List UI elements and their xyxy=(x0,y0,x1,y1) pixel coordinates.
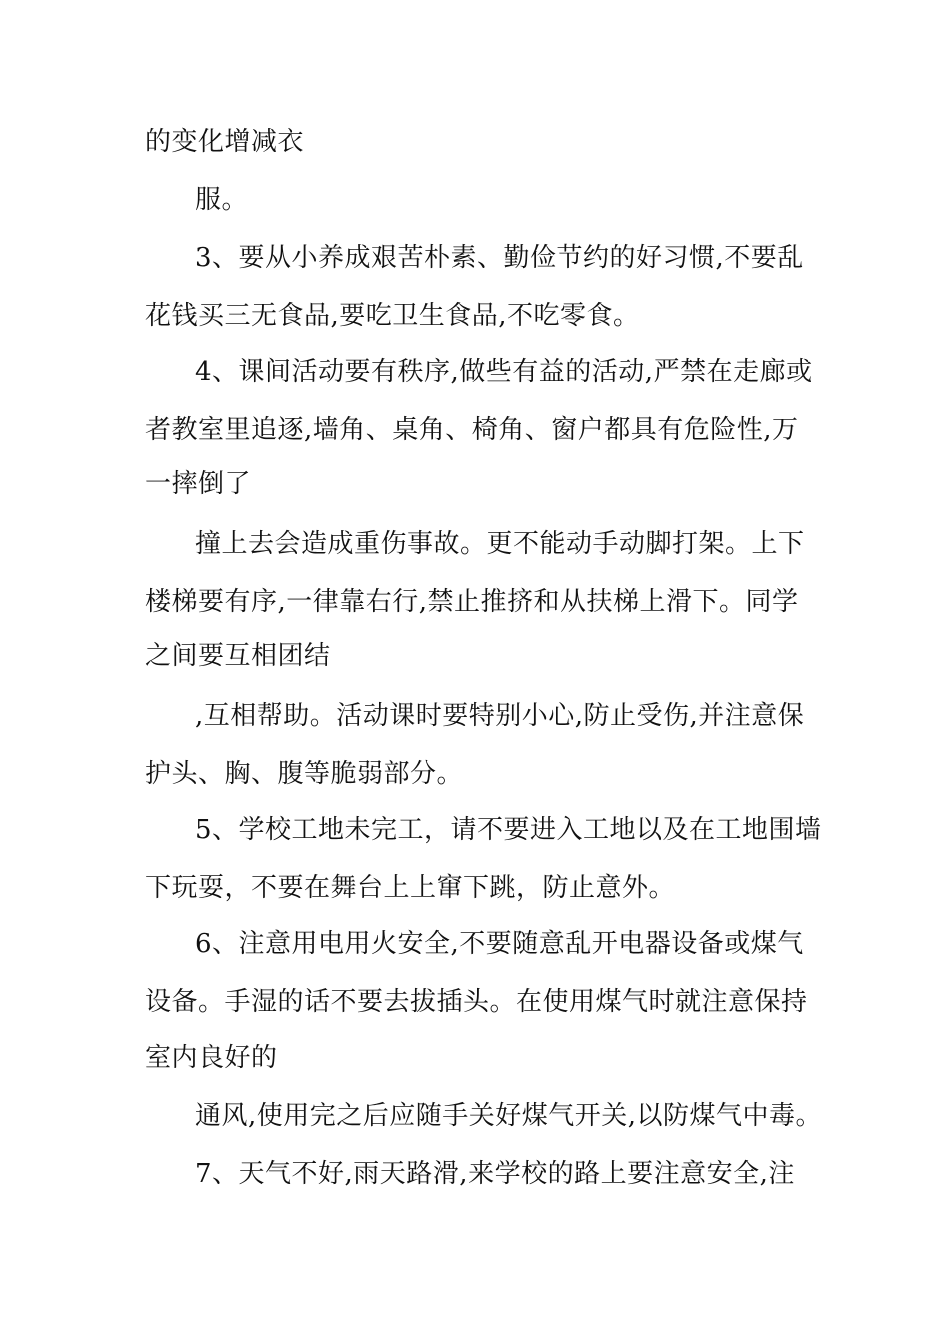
text-line-18: 通风,使用完之后应随手关好煤气开关,以防煤气中毒。 xyxy=(195,1101,823,1131)
text-line-1: 的变化增减衣 xyxy=(145,127,305,157)
text-line-15: 6、注意用电用火安全,不要随意乱开电器设备或煤气 xyxy=(195,929,804,959)
text-line-14: 下玩耍，不要在舞台上上窜下跳，防止意外。 xyxy=(145,873,676,903)
text-line-16: 设备。手湿的话不要去拔插头。在使用煤气时就注意保持 xyxy=(145,987,808,1017)
text-line-12: 护头、胸、腹等脆弱部分。 xyxy=(145,759,464,789)
text-line-7: 一摔倒了 xyxy=(145,469,252,499)
text-line-3: 3、要从小养成艰苦朴素、勤俭节约的好习惯,不要乱 xyxy=(195,243,804,273)
text-line-4: 花钱买三无食品,要吃卫生食品,不吃零食。 xyxy=(145,301,640,331)
text-line-10: 之间要互相团结 xyxy=(145,641,331,671)
text-line-11: ,互相帮助。活动课时要特别小心,防止受伤,并注意保 xyxy=(195,701,805,731)
text-line-6: 者教室里追逐,墙角、桌角、椅角、窗户都具有危险性,万 xyxy=(145,415,799,445)
text-line-13: 5、学校工地未完工，请不要进入工地以及在工地围墙 xyxy=(195,815,822,845)
text-line-8: 撞上去会造成重伤事故。更不能动手动脚打架。上下 xyxy=(195,529,805,559)
text-line-5: 4、课间活动要有秩序,做些有益的活动,严禁在走廊或 xyxy=(195,357,813,387)
text-line-9: 楼梯要有序,一律靠右行,禁止推挤和从扶梯上滑下。同学 xyxy=(145,587,799,617)
text-line-2: 服。 xyxy=(195,185,249,215)
text-line-19: 7、天气不好,雨天路滑,来学校的路上要注意安全,注 xyxy=(195,1159,795,1189)
text-line-17: 室内良好的 xyxy=(145,1043,278,1073)
